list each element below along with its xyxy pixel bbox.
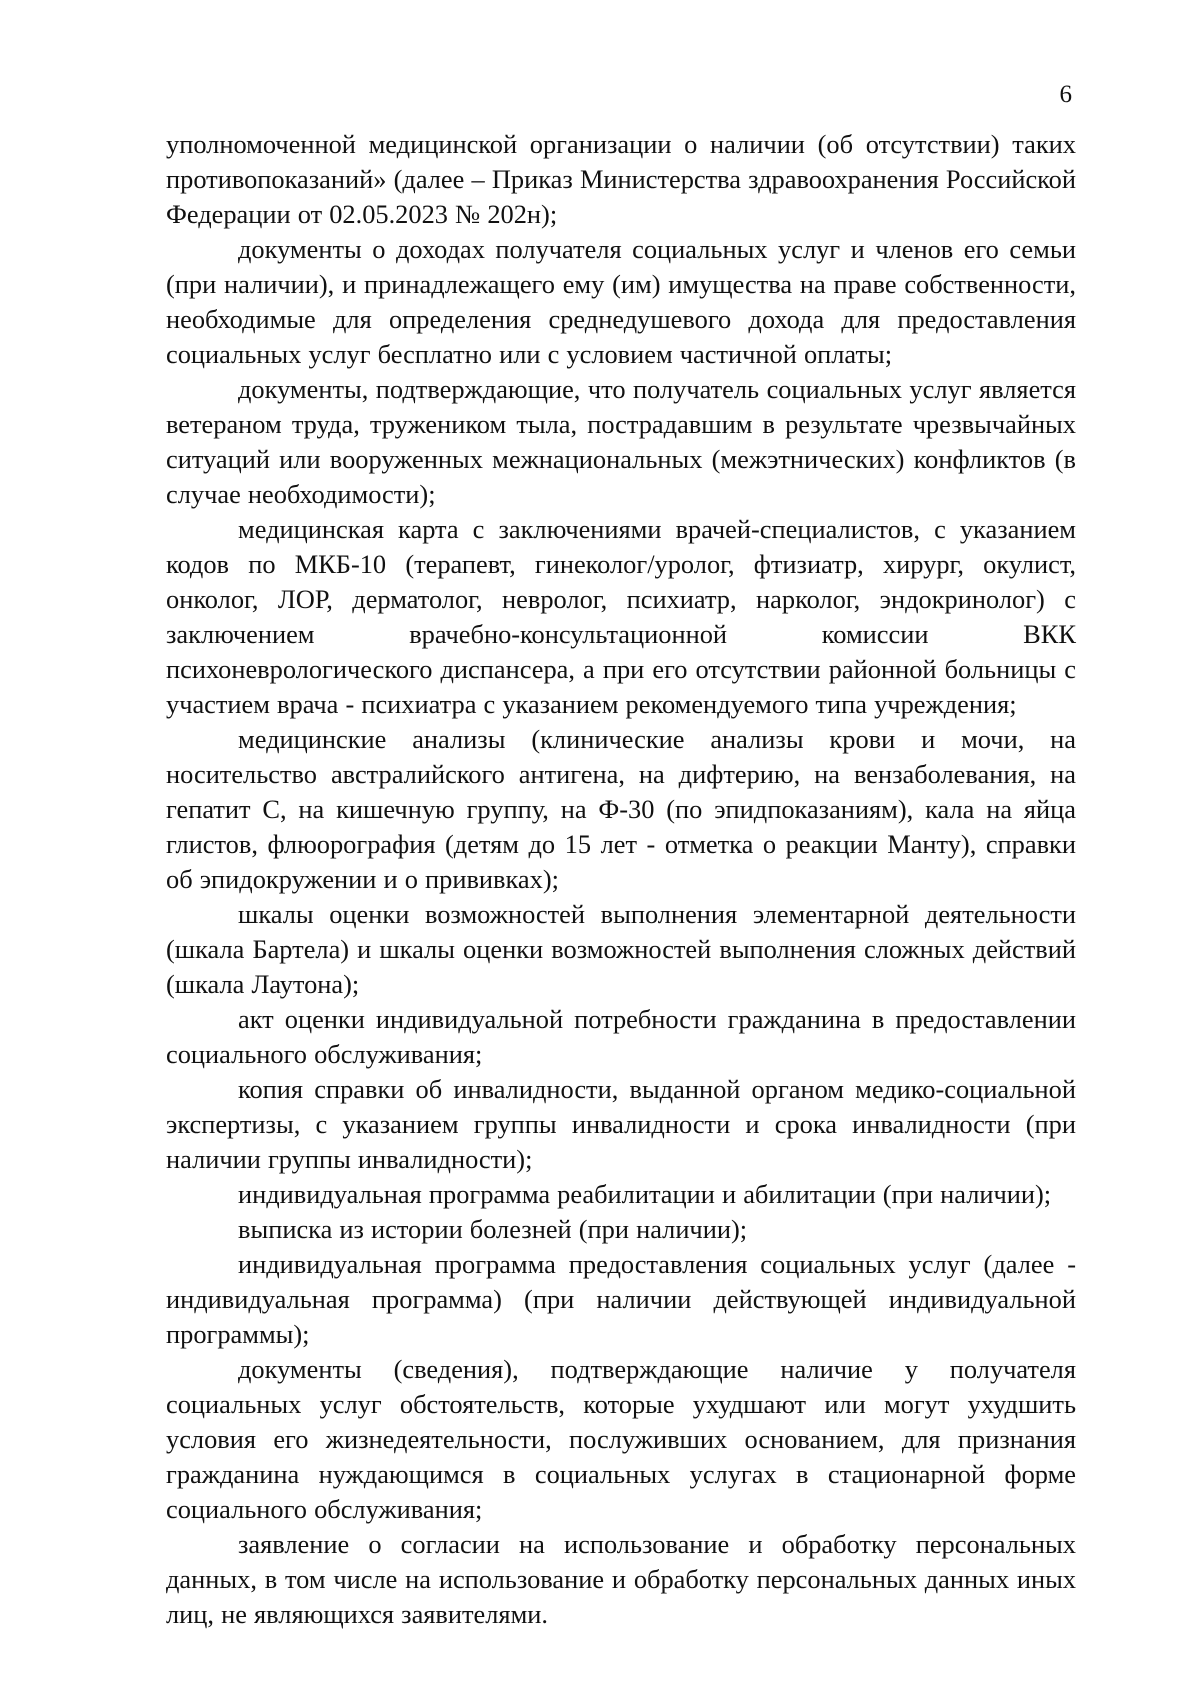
paragraph-income-documents: документы о доходах получателя социальных услуг и членов его семьи (при наличии), и принадлежащего ему (им) имущества на праве собственности, необходимые для определения среднедушевого дохода для предоставления социальных услуг бесплатно или с условием частичной оплаты; [166, 234, 1076, 369]
paragraph-medical-card: медицинская карта с заключениями врачей-специалистов, с указанием кодов по МКБ-10 (терапевт, гинеколог/уролог, фтизиатр, хирург, окулист, онколог, ЛОР, дерматолог, невролог, психиатр, нарколог, эндокринолог) с заключением врачебно-консультационной комиссии ВКК психоневрологического диспансера, а при его отсутствии районной больницы с участием врача - психиатра с указанием рекомендуемого типа учреждения; [166, 514, 1076, 719]
paragraph-personal-data-consent: заявление о согласии на использование и обработку персональных данных, в том числе на использование и обработку персональных данных иных лиц, не являющихся заявителями. [166, 1529, 1076, 1629]
page-number: 6 [1059, 81, 1072, 108]
paragraph-circumstances-documents: документы (сведения), подтверждающие наличие у получателя социальных услуг обстоятельств, которые ухудшают или могут ухудшить условия его жизнедеятельности, послуживших основанием, для признания гражданина нуждающимся в социальных услугах в стационарной форме социального обслуживания; [166, 1354, 1076, 1524]
document-body [166, 127, 1076, 1632]
paragraph-needs-assessment-act: акт оценки индивидуальной потребности гражданина в предоставлении социального обслуживания; [166, 1004, 1076, 1069]
paragraph-medical-history-extract: выписка из истории болезней (при наличии); [238, 1214, 748, 1244]
paragraph-individual-program: индивидуальная программа предоставления социальных услуг (далее - индивидуальная программа) (при наличии действующей индивидуальной программы); [166, 1249, 1076, 1349]
paragraph-disability-certificate: копия справки об инвалидности, выданной органом медико-социальной экспертизы, с указанием группы инвалидности и срока инвалидности (при наличии группы инвалидности); [166, 1074, 1076, 1174]
paragraph-veteran-status-documents: документы, подтверждающие, что получатель социальных услуг является ветераном труда, тружеником тыла, пострадавшим в результате чрезвычайных ситуаций или вооруженных межнациональных (межэтнических) конфликтов (в случае необходимости); [166, 374, 1076, 509]
paragraph-rehabilitation-program: индивидуальная программа реабилитации и абилитации (при наличии); [238, 1179, 1052, 1209]
paragraph-medical-tests: медицинские анализы (клинические анализы крови и мочи, на носительство австралийского антигена, на дифтерию, на вензаболевания, на гепатит С, на кишечную группу, на Ф-30 (по эпидпоказаниям), кала на яйца глистов, флюорография (детям до 15 лет - отметка о реакции Манту), справки об эпидокружении и о прививках); [166, 724, 1076, 894]
paragraph-continuation: уполномоченной медицинской организации о наличии (об отсутствии) таких противопоказаний» (далее – Приказ Министерства здравоохранения Российской Федерации от 02.05.2023 № 202н); [166, 129, 1076, 229]
paragraph-assessment-scales: шкалы оценки возможностей выполнения элементарной деятельности (шкала Бартела) и шкалы оценки возможностей выполнения сложных действий (шкала Лаутона); [166, 899, 1076, 999]
